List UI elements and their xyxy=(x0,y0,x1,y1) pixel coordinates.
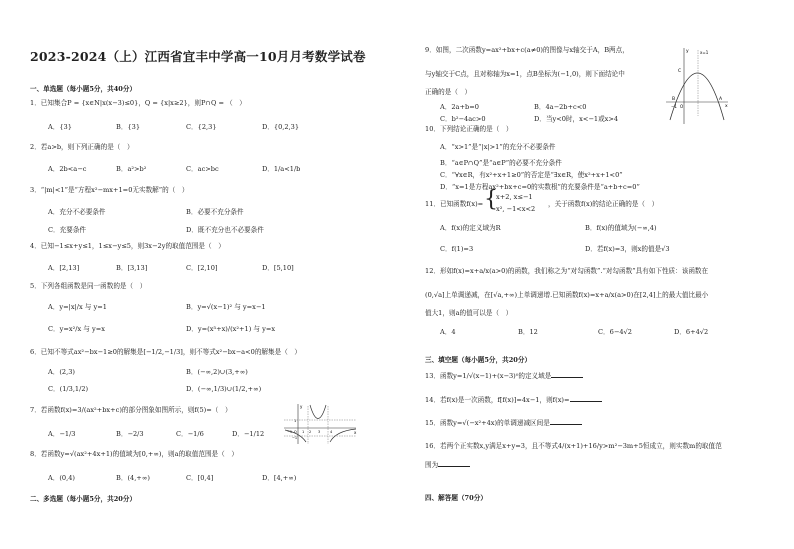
q4-option-a: A．[2,13] xyxy=(48,264,80,272)
q14-answer-blank[interactable] xyxy=(570,395,602,402)
section-multi-choice: 二、多选题（每小题5分，共20分） xyxy=(30,495,137,503)
q7-tick-2: 2 xyxy=(309,430,312,434)
q9-option-c: C．b²−4ac>0 xyxy=(440,115,486,123)
section-fill-blank: 三、填空题（每小题5分，共20分） xyxy=(425,356,532,364)
q10-option-c: C．“∀x∈R，有x²+x+1≥0”的否定是“∃x∈R，使x²+x+1<0” xyxy=(440,171,623,179)
q4-option-d: D．[5,10] xyxy=(262,264,294,272)
q15-text: 15．函数y=√(−x²+4x)的单调递减区间是 xyxy=(425,419,550,427)
q1-option-d: D．{0,2,3} xyxy=(262,123,300,131)
q9-option-b: B．4a−2b+c<0 xyxy=(534,103,587,111)
q2-option-b: B．a²>b² xyxy=(116,165,147,173)
q1-option-c: C．{2,3} xyxy=(186,123,217,131)
q12-option-b: B．12 xyxy=(518,328,538,336)
question-2: 2．若a>b，则下列正确的是（ ） xyxy=(30,143,134,151)
question-11-tail: ，关于函数f(x)的结论正确的是（ ） xyxy=(548,200,659,208)
question-9-line3: 正确的是（ ） xyxy=(425,88,472,96)
question-1: 1．已知集合P = {x∈N|x(x−3)≤0}，Q = {x|x≥2}，则P∩Q = （ ） xyxy=(30,99,246,107)
q3-option-c: C．充要条件 xyxy=(48,226,87,234)
q10-option-d: D．“x=1是方程ax²+bx+c=0的实数根”的充要条件是“a+b+c=0” xyxy=(440,183,640,191)
q9-origin: O xyxy=(680,104,684,109)
q7-origin-label: O xyxy=(294,430,297,434)
question-14 xyxy=(425,395,602,404)
q3-option-d: D．既不充分也不必要条件 xyxy=(186,226,264,234)
q1-option-a: A．{3} xyxy=(48,123,72,131)
q9-y-label: y xyxy=(686,49,689,54)
q2-option-c: C．ac>bc xyxy=(186,165,219,173)
q8-option-b: B．(4,+∞) xyxy=(116,474,150,482)
q11-option-a: A．f(x)的定义域为R xyxy=(440,224,501,232)
question-4: 4．已知−1≤x+y≤1，1≤x−y≤5，则3x−2y的取值范围是（ ） xyxy=(30,242,225,250)
q12-option-a: A．4 xyxy=(440,328,456,336)
q7-option-a: A．−1/3 xyxy=(48,430,76,438)
question-10: 10．下列结论正确的是（ ） xyxy=(425,125,513,133)
question-12-line1: 12．形如f(x)=x+a/x(a>0)的函数，我们称之为“对勾函数”.“对勾函数”具有如下性质：该函数在 xyxy=(425,267,709,275)
q9-point-a: A xyxy=(719,97,723,102)
q9-tick-m1: −1 xyxy=(671,104,677,109)
q9-point-b: B xyxy=(672,97,676,102)
q3-option-a: A．充分不必要条件 xyxy=(48,208,106,216)
q7-option-b: B．−2/3 xyxy=(116,430,144,438)
question-9-line2: 与y轴交于C点，且对称轴为x=1，点B坐标为(−1,0)，则下面结论中 xyxy=(425,70,625,78)
q7-x-label: x xyxy=(354,430,357,435)
q13-text: 13．函数y=1/√(x−1)+(x−3)⁰的定义域是 xyxy=(425,372,552,380)
q5-option-c: C．y=x²/x 与 y=x xyxy=(48,325,105,333)
q9-parabola-graph xyxy=(664,46,730,126)
q7-function-graph xyxy=(282,402,358,446)
q7-option-d: D．−1/12 xyxy=(232,430,265,438)
q11-option-c: C．f(1)=3 xyxy=(440,245,474,253)
q10-option-a: A．“x>1”是“|x|>1”的充分不必要条件 xyxy=(440,143,556,151)
q11-brace: { xyxy=(484,187,498,212)
q8-option-a: A．(0,4) xyxy=(48,474,75,482)
q7-tick-3: 3 xyxy=(318,430,321,434)
q9-point-c: C xyxy=(678,69,682,74)
question-8: 8．若函数y=√(ax²+4x+1)的值域为[0,+∞)，则a的取值范围是（ ） xyxy=(30,450,238,458)
q12-option-d: D．6+4√2 xyxy=(674,328,709,336)
question-12-line2: (0,√a]上单调递减，在[√a,+∞)上单调递增.已知函数f(x)=x+a/x(a>0)在[2,4]上的最大值比最小 xyxy=(425,291,709,299)
question-5: 5．下列各组函数是同一函数的是（ ） xyxy=(30,282,147,290)
q8-option-d: D．[4,+∞) xyxy=(262,474,297,482)
question-16-line1: 16．若两个正实数x,y满足x+y=3，且不等式4/(x+1)+16/y>m²−3m+5恒成立，则实数m的取值范 xyxy=(425,442,722,450)
page-title: 2023-2024（上）江西省宜丰中学高一10月月考数学试卷 xyxy=(30,49,366,64)
q5-option-d: D．y=(x³+x)/(x²+1) 与 y=x xyxy=(186,325,276,333)
q4-option-c: C．[2,10] xyxy=(186,264,218,272)
question-15 xyxy=(425,418,582,427)
q14-text: 14．若f(x)是一次函数，f[f(x)]=4x−1，则f(x)= xyxy=(425,396,570,404)
q6-option-d: D．(−∞,1/3)∪(1/2,+∞) xyxy=(186,385,262,393)
q7-tick-m1: −1 xyxy=(287,430,293,434)
q7-tick-1: 1 xyxy=(302,430,305,434)
q6-option-a: A．(2,3) xyxy=(48,368,75,376)
question-6: 6．已知不等式ax²−bx−1≥0的解集是[−1/2,−1/3]，则不等式x²−bx−a<0的解集是（ ） xyxy=(30,348,301,356)
q6-option-c: C．(1/3,1/2) xyxy=(48,385,89,393)
question-11-lead: 11．已知函数f(x)= xyxy=(425,200,484,208)
q7-ytick-neg: −1 xyxy=(292,436,298,440)
q1-option-b: B．{3} xyxy=(116,123,141,131)
q11-option-b: B．f(x)的值域为(−∞,4) xyxy=(585,224,657,232)
q7-ytick-pos: 1 xyxy=(294,419,297,423)
q8-option-c: C．[0,4] xyxy=(186,474,214,482)
q2-option-a: A．2b<a−c xyxy=(48,165,87,173)
q11-piece-2: x², −1<x<2 xyxy=(496,205,536,213)
q9-option-a: A．2a+b=0 xyxy=(440,103,479,111)
question-13 xyxy=(425,371,583,380)
q7-tick-4: 4 xyxy=(330,430,333,434)
q16-answer-blank[interactable] xyxy=(438,460,470,467)
q7-y-label: y xyxy=(300,404,303,409)
question-7: 7．若函数f(x)=3/(ax²+bx+c)的部分图象如图所示，则f(5)=（ ） xyxy=(30,406,232,414)
q2-option-d: D．1/a<1/b xyxy=(262,165,301,173)
question-9-line1: 9．如图，二次函数y=ax²+bx+c(a≠0)的图像与x轴交于A，B两点， xyxy=(425,46,629,54)
section-single-choice: 一、单选题（每小题5分，共40分） xyxy=(30,85,137,93)
q4-option-b: B．[3,13] xyxy=(116,264,148,272)
q5-option-b: B．y=√(x−1)² 与 y=x−1 xyxy=(186,303,266,311)
q16-text: 围为 xyxy=(425,461,439,469)
q7-option-c: C．−1/6 xyxy=(176,430,204,438)
q5-option-a: A．y=|x|/x 与 y=1 xyxy=(48,303,107,311)
question-3: 3．“|m|<1”是“方程x²−mx+1=0无实数解”的（ ） xyxy=(30,186,189,194)
q3-option-b: B．必要不充分条件 xyxy=(186,208,244,216)
q9-option-d: D．当y<0时，x<−1或x>4 xyxy=(534,115,619,123)
question-16-line2 xyxy=(425,460,470,469)
q10-option-b: B．“a∈P∩Q”是“a∈P”的必要不充分条件 xyxy=(440,159,562,167)
q12-option-c: C．6−4√2 xyxy=(598,328,632,336)
question-12-line3: 值大1，则a的值可以是（ ） xyxy=(425,309,513,317)
q11-option-d: D．若f(x)=3，则x的值是√3 xyxy=(585,245,670,253)
section-answer: 四、解答题（70分） xyxy=(425,494,487,502)
q11-piece-1: x+2, x≤−1 xyxy=(496,193,533,201)
q15-answer-blank[interactable] xyxy=(550,418,582,425)
q9-axis-label: x=1 xyxy=(700,50,709,55)
q6-option-b: B．(−∞,2)∪(3,+∞) xyxy=(186,368,248,376)
q9-x-label: x xyxy=(725,104,728,109)
q13-answer-blank[interactable] xyxy=(551,371,583,378)
